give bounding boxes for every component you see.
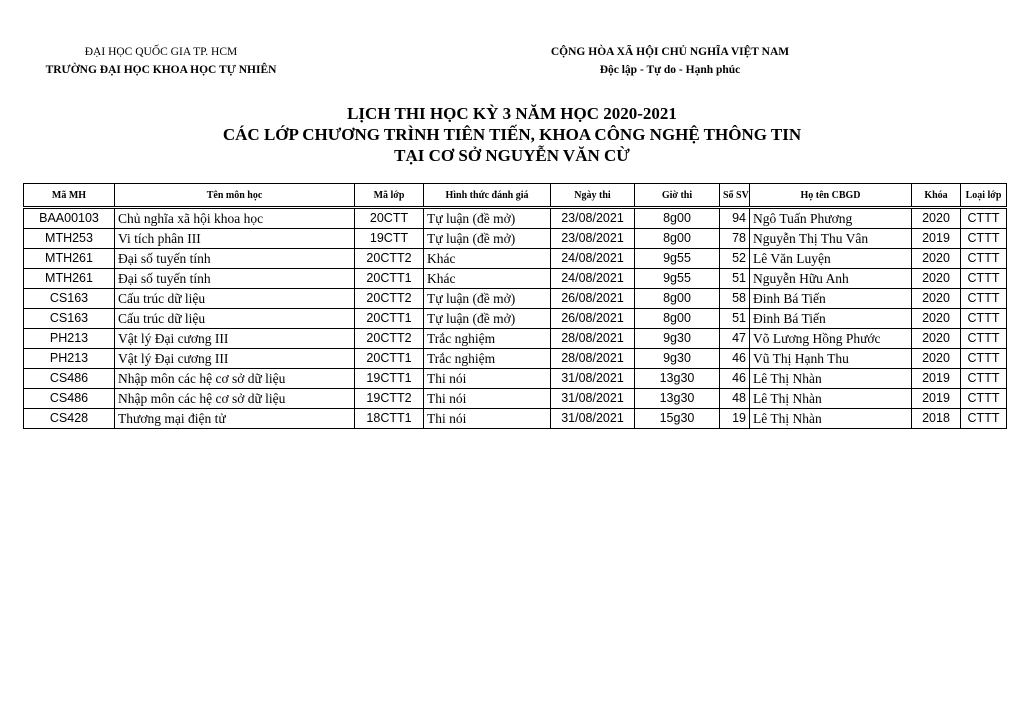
faculty-name: TRƯỜNG ĐẠI HỌC KHOA HỌC TỰ NHIÊN bbox=[45, 64, 277, 76]
col-header-class-code: Mã lớp bbox=[355, 184, 424, 208]
cell-class-type: CTTT bbox=[961, 289, 1007, 309]
cell-lecturer: Vũ Thị Hạnh Thu bbox=[750, 349, 912, 369]
cell-student-count: 51 bbox=[720, 309, 750, 329]
cell-lecturer: Lê Thị Nhàn bbox=[750, 369, 912, 389]
cell-exam-format: Trắc nghiệm bbox=[424, 329, 551, 349]
cell-student-count: 19 bbox=[720, 409, 750, 429]
cell-exam-date: 26/08/2021 bbox=[551, 309, 635, 329]
col-header-student-count: Số SV bbox=[720, 184, 750, 208]
cell-course-name: Vật lý Đại cương III bbox=[115, 349, 355, 369]
cell-cohort: 2020 bbox=[912, 289, 961, 309]
cell-exam-time: 9g30 bbox=[635, 349, 720, 369]
cell-class-code: 20CTT2 bbox=[355, 289, 424, 309]
cell-course-code: BAA00103 bbox=[24, 208, 115, 229]
cell-exam-format: Khác bbox=[424, 269, 551, 289]
title-line-3: TẠI CƠ SỞ NGUYỄN VĂN CỪ bbox=[394, 146, 630, 165]
cell-lecturer: Nguyễn Thị Thu Vân bbox=[750, 229, 912, 249]
cell-exam-time: 9g55 bbox=[635, 249, 720, 269]
table-row bbox=[24, 289, 1007, 309]
cell-exam-date: 31/08/2021 bbox=[551, 389, 635, 409]
national-header bbox=[520, 43, 820, 79]
cell-class-type: CTTT bbox=[961, 269, 1007, 289]
col-header-cohort: Khóa bbox=[912, 184, 961, 208]
cell-exam-time: 13g30 bbox=[635, 369, 720, 389]
cell-course-name: Đại số tuyến tính bbox=[115, 249, 355, 269]
cell-student-count: 48 bbox=[720, 389, 750, 409]
cell-exam-time: 13g30 bbox=[635, 389, 720, 409]
cell-exam-format: Thi nói bbox=[424, 389, 551, 409]
cell-exam-date: 23/08/2021 bbox=[551, 229, 635, 249]
cell-course-code: MTH253 bbox=[24, 229, 115, 249]
cell-student-count: 51 bbox=[720, 269, 750, 289]
country-name: CỘNG HÒA XÃ HỘI CHỦ NGHĨA VIỆT NAM bbox=[550, 46, 790, 58]
cell-course-name: Vật lý Đại cương III bbox=[115, 329, 355, 349]
cell-exam-format: Thi nói bbox=[424, 409, 551, 429]
cell-class-code: 19CTT bbox=[355, 229, 424, 249]
cell-class-code: 20CTT1 bbox=[355, 309, 424, 329]
table-row bbox=[24, 249, 1007, 269]
cell-cohort: 2020 bbox=[912, 309, 961, 329]
cell-exam-time: 8g00 bbox=[635, 289, 720, 309]
cell-class-code: 20CTT2 bbox=[355, 329, 424, 349]
cell-student-count: 46 bbox=[720, 349, 750, 369]
cell-exam-time: 8g00 bbox=[635, 309, 720, 329]
cell-course-code: CS163 bbox=[24, 309, 115, 329]
cell-class-code: 20CTT bbox=[355, 208, 424, 229]
cell-exam-format: Tự luận (đề mở) bbox=[424, 208, 551, 229]
table-row bbox=[24, 409, 1007, 429]
cell-exam-format: Thi nói bbox=[424, 369, 551, 389]
cell-lecturer: Lê Thị Nhàn bbox=[750, 389, 912, 409]
cell-exam-format: Trắc nghiệm bbox=[424, 349, 551, 369]
cell-lecturer: Đinh Bá Tiến bbox=[750, 309, 912, 329]
cell-lecturer: Đinh Bá Tiến bbox=[750, 289, 912, 309]
table-header-row bbox=[24, 184, 1007, 208]
cell-course-name: Nhập môn các hệ cơ sở dữ liệu bbox=[115, 389, 355, 409]
university-name: ĐẠI HỌC QUỐC GIA TP. HCM bbox=[84, 46, 238, 58]
table-row bbox=[24, 269, 1007, 289]
col-header-exam-time: Giờ thi bbox=[635, 184, 720, 208]
cell-course-name: Nhập môn các hệ cơ sở dữ liệu bbox=[115, 369, 355, 389]
cell-exam-date: 23/08/2021 bbox=[551, 208, 635, 229]
cell-exam-date: 28/08/2021 bbox=[551, 349, 635, 369]
cell-course-code: MTH261 bbox=[24, 269, 115, 289]
cell-course-code: PH213 bbox=[24, 349, 115, 369]
cell-cohort: 2020 bbox=[912, 249, 961, 269]
issuer-header bbox=[26, 43, 296, 79]
cell-cohort: 2018 bbox=[912, 409, 961, 429]
cell-course-code: MTH261 bbox=[24, 249, 115, 269]
cell-exam-time: 8g00 bbox=[635, 229, 720, 249]
cell-class-code: 19CTT1 bbox=[355, 369, 424, 389]
table-row bbox=[24, 349, 1007, 369]
cell-class-type: CTTT bbox=[961, 369, 1007, 389]
col-header-lecturer: Họ tên CBGD bbox=[750, 184, 912, 208]
exam-schedule-table bbox=[23, 183, 1007, 429]
cell-cohort: 2020 bbox=[912, 329, 961, 349]
cell-student-count: 94 bbox=[720, 208, 750, 229]
cell-course-code: CS163 bbox=[24, 289, 115, 309]
cell-student-count: 46 bbox=[720, 369, 750, 389]
cell-lecturer: Lê Thị Nhàn bbox=[750, 409, 912, 429]
cell-class-code: 20CTT1 bbox=[355, 269, 424, 289]
table-row bbox=[24, 389, 1007, 409]
document-title bbox=[0, 103, 1024, 166]
cell-class-type: CTTT bbox=[961, 349, 1007, 369]
col-header-class-type: Loại lớp bbox=[961, 184, 1007, 208]
cell-exam-date: 26/08/2021 bbox=[551, 289, 635, 309]
cell-exam-format: Tự luận (đề mở) bbox=[424, 229, 551, 249]
cell-course-name: Cấu trúc dữ liệu bbox=[115, 289, 355, 309]
cell-course-name: Đại số tuyến tính bbox=[115, 269, 355, 289]
cell-student-count: 58 bbox=[720, 289, 750, 309]
cell-class-type: CTTT bbox=[961, 249, 1007, 269]
cell-class-type: CTTT bbox=[961, 389, 1007, 409]
cell-class-type: CTTT bbox=[961, 309, 1007, 329]
cell-exam-date: 28/08/2021 bbox=[551, 329, 635, 349]
cell-course-name: Chủ nghĩa xã hội khoa học bbox=[115, 208, 355, 229]
cell-course-code: CS428 bbox=[24, 409, 115, 429]
cell-exam-time: 9g55 bbox=[635, 269, 720, 289]
cell-class-type: CTTT bbox=[961, 229, 1007, 249]
cell-course-code: CS486 bbox=[24, 369, 115, 389]
cell-exam-format: Tự luận (đề mở) bbox=[424, 309, 551, 329]
cell-cohort: 2020 bbox=[912, 208, 961, 229]
cell-exam-date: 31/08/2021 bbox=[551, 369, 635, 389]
cell-class-type: CTTT bbox=[961, 329, 1007, 349]
col-header-exam-format: Hình thức đánh giá bbox=[424, 184, 551, 208]
cell-course-name: Cấu trúc dữ liệu bbox=[115, 309, 355, 329]
title-line-2: CÁC LỚP CHƯƠNG TRÌNH TIÊN TIẾN, KHOA CÔNG NGHỆ THÔNG TIN bbox=[222, 125, 802, 144]
cell-class-type: CTTT bbox=[961, 208, 1007, 229]
cell-student-count: 47 bbox=[720, 329, 750, 349]
cell-cohort: 2019 bbox=[912, 389, 961, 409]
cell-class-code: 18CTT1 bbox=[355, 409, 424, 429]
col-header-course-code: Mã MH bbox=[24, 184, 115, 208]
cell-cohort: 2019 bbox=[912, 369, 961, 389]
cell-student-count: 78 bbox=[720, 229, 750, 249]
cell-class-code: 19CTT2 bbox=[355, 389, 424, 409]
cell-cohort: 2020 bbox=[912, 349, 961, 369]
cell-exam-date: 24/08/2021 bbox=[551, 249, 635, 269]
cell-lecturer: Ngô Tuấn Phương bbox=[750, 208, 912, 229]
cell-course-code: CS486 bbox=[24, 389, 115, 409]
cell-exam-format: Khác bbox=[424, 249, 551, 269]
cell-course-code: PH213 bbox=[24, 329, 115, 349]
table-row bbox=[24, 208, 1007, 229]
title-line-1: LỊCH THI HỌC KỲ 3 NĂM HỌC 2020-2021 bbox=[347, 104, 677, 123]
table-row bbox=[24, 229, 1007, 249]
national-motto: Độc lập - Tự do - Hạnh phúc bbox=[599, 64, 741, 76]
cell-exam-time: 8g00 bbox=[635, 208, 720, 229]
cell-exam-format: Tự luận (đề mở) bbox=[424, 289, 551, 309]
col-header-exam-date: Ngày thi bbox=[551, 184, 635, 208]
cell-cohort: 2020 bbox=[912, 269, 961, 289]
cell-exam-date: 31/08/2021 bbox=[551, 409, 635, 429]
cell-lecturer: Lê Văn Luyện bbox=[750, 249, 912, 269]
cell-lecturer: Võ Lương Hồng Phước bbox=[750, 329, 912, 349]
cell-course-name: Thương mại điện tử bbox=[115, 409, 355, 429]
table-row bbox=[24, 309, 1007, 329]
cell-exam-date: 24/08/2021 bbox=[551, 269, 635, 289]
cell-cohort: 2019 bbox=[912, 229, 961, 249]
cell-class-code: 20CTT1 bbox=[355, 349, 424, 369]
cell-course-name: Vi tích phân III bbox=[115, 229, 355, 249]
table-row bbox=[24, 369, 1007, 389]
cell-exam-time: 15g30 bbox=[635, 409, 720, 429]
table-row bbox=[24, 329, 1007, 349]
cell-class-type: CTTT bbox=[961, 409, 1007, 429]
cell-student-count: 52 bbox=[720, 249, 750, 269]
col-header-course-name: Tên môn học bbox=[115, 184, 355, 208]
cell-exam-time: 9g30 bbox=[635, 329, 720, 349]
cell-lecturer: Nguyễn Hữu Anh bbox=[750, 269, 912, 289]
cell-class-code: 20CTT2 bbox=[355, 249, 424, 269]
